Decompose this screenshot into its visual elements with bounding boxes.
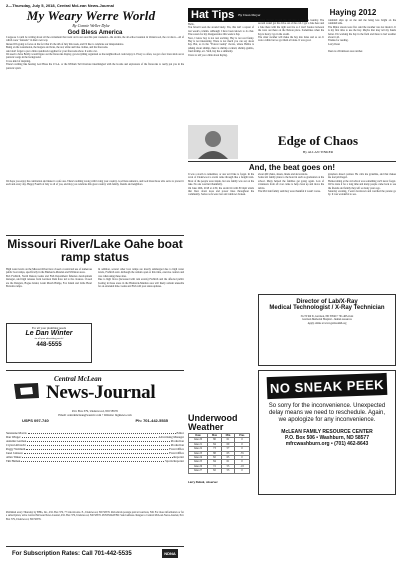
logo-large-text: News-Journal	[46, 382, 156, 403]
staff-row: Crystal Albrecht Production	[6, 443, 184, 447]
haying-headline: Haying 2012	[329, 8, 377, 17]
subscription-bar	[6, 546, 184, 560]
lab-ad-address: 312 N 9th St, Garrison, ND 58540 • 701-463-xxxx Garrison Memorial Hospital – human resources Apply online at www.garrisonmh.org	[300, 315, 354, 325]
author-photo-icon	[188, 125, 238, 159]
beat-goes-on-headline: And, the beat goes on!	[188, 161, 396, 172]
weather-row: June 27 82 53 0	[189, 469, 250, 473]
weather-row: June 20 86 61 0	[189, 438, 250, 442]
weather-table	[188, 433, 250, 474]
lab-ad-subtitle: Medical Technologist / X-Ray Technician	[269, 305, 385, 311]
weather-row: June 23 88 63 .35	[189, 451, 250, 455]
hat-tips-column-2: getting thrown around the cab like a rag in a laundry. The second round got the drive out of the cab. I got a bale here and a bale there with the right rear tire so I don't bounce between the rows out there on the Nelson place. Sometimes when the hay is heavy I go in the swath. The older swather will make the hay into bales and so on. It took a while but we got them all done. It was good.	[258, 19, 324, 43]
weather-row: June 26 72 55 .18	[189, 464, 250, 468]
sneak-peek-body: So sorry for the inconvenience. Unexpected delay means we need to reschedule. Again, we apologize for any inconvenience.	[268, 403, 386, 424]
sneak-peek-ad	[258, 370, 396, 495]
weather-row: June 24 82 65 0	[189, 456, 250, 460]
sneak-peek-banner: NO SNEAK PEEK	[267, 373, 388, 399]
weather-row: June 22 73 57 0	[189, 447, 250, 451]
hat-tips-title: Hat Tips	[191, 9, 235, 21]
ad-subline: for all your advertising needs!	[34, 337, 64, 340]
section-divider	[6, 235, 184, 236]
subscription-text: For Subscription Rates: Call 701-442-5535	[12, 550, 132, 557]
running-head: 2—Thursday, July 5, 2018, Central McLean News-Journal	[6, 3, 114, 8]
column-byline: By Connie Weller Dyke	[72, 23, 110, 28]
missouri-headline: Missouri River/Lake Oahe boat ramp status	[7, 237, 183, 264]
staff-row: Autumn Garman Production	[6, 439, 184, 443]
ad-name: Le Dan Winter	[25, 330, 73, 337]
staff-list	[6, 431, 184, 463]
weather-header-cell: Date	[189, 434, 208, 438]
weather-row: June 25 84 61 0	[189, 460, 250, 464]
masthead-ids	[6, 418, 184, 423]
logo-small-text: Central McLean	[54, 375, 102, 383]
beat-column-3: grandson Jesse's partner. He calls me grandma, and that makes me feel privileged. Homecoming at the old school was something we'll never forget. We've done it for a long time and many people came back to see the friends and family they left so many years ago. Saturday evening, I went downtown and watched the parade go by. It was wonderful to see.	[328, 173, 396, 197]
weather-header-cell: Min	[221, 434, 234, 438]
column-title: My Weary Werre World	[26, 8, 156, 23]
sneak-peek-footer: McLEAN FAMILY RESOURCE CENTER P.O. Box 506 • Washburn, ND 58577 mfrcwashburn.org • (701) 462-8643	[281, 428, 373, 447]
staff-row: Sunzanne Morris Editor	[6, 431, 184, 435]
weather-observer: Larry Dukuk, observer	[188, 480, 218, 484]
dan-winger-ad	[6, 323, 92, 363]
staff-row: Janel Johnson Front Office	[6, 451, 184, 455]
staff-row: Tim Haman Sports Reporter	[6, 459, 184, 463]
weather-title: Underwood Weather	[188, 413, 238, 432]
beat-column-2: about 400 chairs, sheets, linens and decorations. Some felt family plans to the hotel in such as graduation at the school. Many helped the families get going again. Lots of volunteers from all over came to help clean up and move the debris. The McClain family said they were thankful it wasn't worse.	[258, 173, 324, 194]
edge-of-chaos-title: Edge of Chaos	[277, 133, 359, 148]
article-body-continued: We hope you enjoy the celebration and make it a safe one. There's nothing wrong with loving your country. God bless America, and God bless those who serve to protect it each and every day. Happy Fourth of July to all of you, and may you celebrate this great country with family, friends and neighbors.	[6, 180, 184, 187]
masthead-address: P.O. Box 379, Underwood, ND 58576 Email: centralmclean@westriv.com • Website: bigmews.com	[58, 409, 132, 417]
hat-tips-column-3: windmill slips up on me and me being less bright on the windmill side. The Minot streets were flat. And the weather was not made it. It is my first time to use the hay. Maybe that may tell my hands better. I'm working the hay in the field and there is bad weather about it all. Thanks for reading. Larry Dean Dean is a Dickinson area rancher.	[328, 19, 396, 53]
staff-row: Peggy Wolmuth Front Office	[6, 447, 184, 451]
weather-header-cell: Max	[208, 434, 222, 438]
staff-row: Dan Winger Advertising Manager	[6, 435, 184, 439]
beat-column-1: It was a storm to remember, or one we'd like to forget. In the town of Underwood a storm came through like a freight train. Most of the people were inside, but one family was out on the lake. No one was hurt thankfully. On June 29th, 2018 at 4:30, the storm hit with 80 mph winds that blew down trees and power lines throughout the community. Some roofs were lost and windows broken.	[188, 173, 254, 197]
usps-number: USPS 097-740	[22, 418, 49, 423]
masthead	[6, 370, 184, 562]
missouri-column-1: High water levels on the Missouri River have closed or restricted use of numerous public boat ramps, specifically in the Bismarck-Mandan and Williston areas. Bob Frohlich, North Dakota Game and Fish Department fisheries development manager, said high releases from Garrison Dam have led to the closures. Closed are the Dungatz, Bogue Island, Grant Marsh Bridge, Fox Island and Little Heart Bottoms ramps.	[6, 268, 92, 289]
staff-row: Allan Tinker Reporter	[6, 455, 184, 459]
lab-ad-title: Director of Lab/X-Ray	[296, 299, 358, 305]
newspaper-logo	[6, 375, 184, 407]
hat-tips-byline: By Dean Meyer	[238, 13, 261, 17]
weather-row: June 21 84 60 0	[189, 442, 250, 446]
ad-tagline: For all your plumbing needs	[32, 326, 66, 330]
article-body: I suppose I could be writing about all the excitement that went on in our area this past weekend—the storms, the all-school reunion in Underwood, the car show—all of which were "fantastic" in their own way. Instead I'm going to focus on the fact that it's the 4th of July this week, and I'd like to celebrate our independence. Being on the watermelon, the burgers and brats, the red, white and blue clothes, and the fireworks. And don't forget to put a little roundtrack together for your fireworks show. It adds a lot. We used to have Bobby would figure out the fireworks display, get everything organized so the neighborhood could enjoy it. Every so often, we get a few brave kids out at patriotic songs in the background. It was kind of inspiring. There's nothing like hearing God Bless the U.S.A. or the William Tell Overture intermingled with the booms and explosions of the fireworks to really put you in the patriotic spirit.	[6, 36, 184, 70]
weather-header-cell: Prec.	[235, 434, 250, 438]
ndna-logo	[162, 549, 178, 558]
missouri-column-2: In addition, several other boat ramps are mostly submerged due to high water levels, Frohlich said. Although the remain open at this time, exercise caution and care when using these sites. Due to high flows (increased with rain events) Frohlich and the affected public boating in these areas in the Bismarck-Mandan area will likely remain unusable for an extended time. Game and Fish will post status updates.	[98, 268, 184, 289]
hat-tips-column-1: Hello, You haven't seen me around lately. Yes, this isn't a repeat of last week's column. Although I have been known to do that. The reason for my disappearance this week is hay. Now, I know hay is not real exciting. Hay is not real funny. Hay is not interesting. There is not much you can say about hay. But, as in the "Forrest Gump" movie, where Bubba is talking about shrimp, there is shrimp cocktail, shrimp gumbo, fried shrimp, etc. Well, hay has a similarity. I have to tell you a little about haying.	[188, 23, 254, 57]
state-map-icon	[12, 380, 42, 402]
phone-number: Ph: 701-442-5535	[135, 418, 168, 423]
masthead-fine-print: Published every Thursday by BHG, Inc., P.O. Box 379, 77 Lincoln Ave. E., Underwood, ND 58576. Periodicals postage paid at Garrison, ND. For more information or for a subscription, write Central McLean News-Journal, P.O. Box 379, Underwood, ND 58576. POSTMASTER: Send address changes to Central McLean News-Journal, P.O. Box 379, Underwood, ND 58576.	[6, 511, 184, 521]
ndna-icon: NDNA	[162, 549, 178, 558]
article-title: God Bless America	[67, 30, 123, 36]
ad-phone: 448-5555	[36, 342, 62, 348]
edge-of-chaos-byline: By ALLAN TINKER	[302, 150, 334, 154]
lab-xray-ad	[258, 294, 396, 366]
